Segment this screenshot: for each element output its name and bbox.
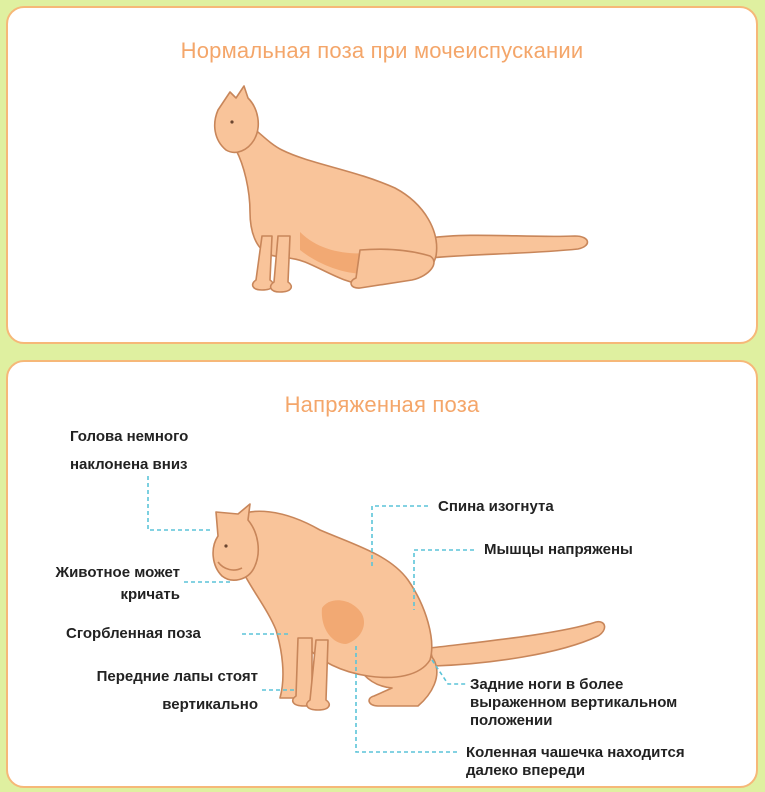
- label-front-legs-line-1: Передние лапы стоят: [96, 668, 258, 685]
- label-knee: [466, 744, 685, 780]
- label-hind-legs-line-1: Задние ноги в более: [470, 676, 624, 693]
- label-knee-line-1: Коленная чашечка находится: [466, 744, 685, 761]
- label-voice-line-2: кричать: [120, 586, 180, 603]
- label-hind-legs: [470, 676, 677, 730]
- label-head: [70, 428, 188, 474]
- normal-pose-cat-illustration: [215, 86, 588, 292]
- tense-pose-title: Напряженная поза: [284, 392, 480, 417]
- normal-pose-title: Нормальная поза при мочеиспускании: [180, 38, 584, 63]
- label-hunched: Сгорбленная поза: [66, 625, 201, 642]
- label-hind-legs-line-2: выраженном вертикальном: [470, 694, 678, 711]
- leader-head: [148, 476, 210, 530]
- leader-muscles: [414, 550, 474, 610]
- label-head-line-1: Голова немного: [70, 428, 189, 445]
- label-voice: [16, 564, 180, 604]
- label-muscles: Мышцы напряжены: [484, 541, 633, 558]
- label-hind-legs-line-3: положении: [470, 712, 553, 729]
- label-head-line-2: наклонена вниз: [70, 456, 188, 473]
- label-back: Спина изогнута: [438, 498, 554, 515]
- label-knee-line-2: далеко впереди: [466, 762, 586, 779]
- label-front-legs-line-2: вертикально: [162, 696, 258, 713]
- label-front-legs: [40, 668, 258, 714]
- label-voice-line-1: Животное может: [55, 564, 180, 581]
